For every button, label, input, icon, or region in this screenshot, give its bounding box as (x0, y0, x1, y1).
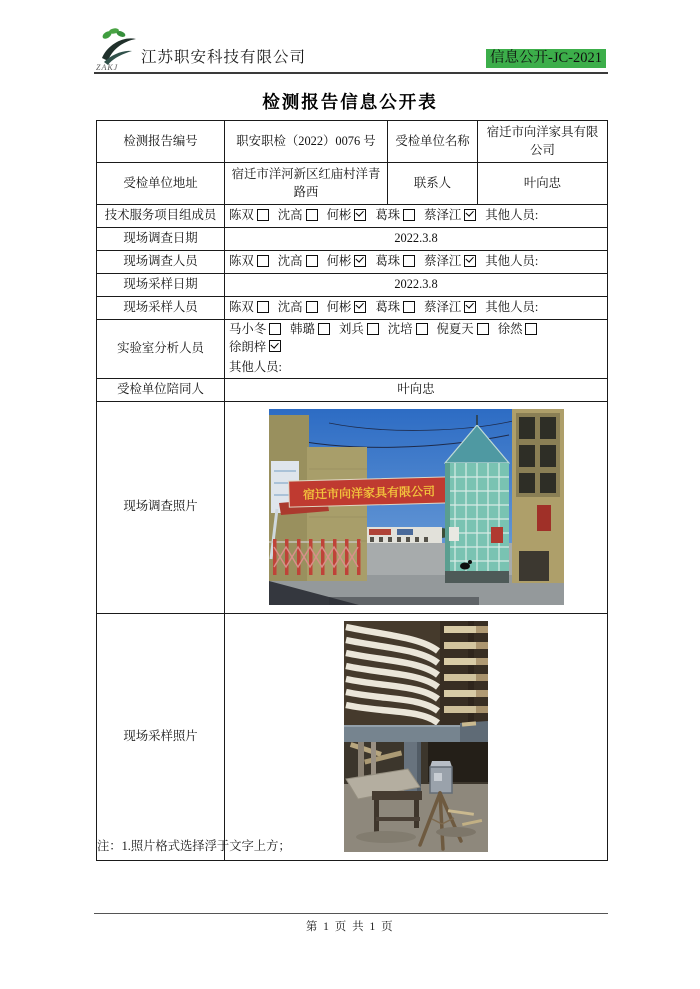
member-option (229, 254, 269, 268)
lab-staff-label: 实验室分析人员 (97, 320, 225, 379)
gate-banner (288, 477, 449, 507)
checkbox-unchecked-icon (525, 323, 537, 335)
table-row (97, 251, 608, 274)
table-row (97, 274, 608, 297)
member-option (229, 208, 269, 222)
unit-address-label: 受检单位地址 (97, 163, 225, 205)
member-option (278, 254, 318, 268)
sampling-date-value: 2022.3.8 (225, 274, 608, 297)
page-number: 第 1 页 共 1 页 (305, 921, 395, 933)
sampling-staff-members (225, 297, 608, 320)
member-name: 倪夏天 (436, 322, 474, 336)
member-option (290, 322, 330, 336)
unit-name-label: 受检单位名称 (388, 121, 478, 163)
member-name: 刘兵 (338, 322, 364, 336)
survey-staff-members (225, 251, 608, 274)
member-name: 沈培 (387, 322, 413, 336)
table-row (97, 205, 608, 228)
member-name: 葛珠 (375, 254, 401, 268)
checkbox-checked-icon (269, 340, 281, 352)
checkbox-unchecked-icon (306, 255, 318, 267)
sampling-photo-cell (225, 613, 608, 860)
lab-staff-members (225, 320, 608, 379)
member-name: 蔡泽江 (424, 300, 462, 314)
member-name: 马小冬 (229, 322, 267, 336)
page-header (94, 24, 608, 74)
member-option (498, 322, 538, 336)
table-row (97, 401, 608, 613)
member-name: 徐然 (497, 322, 523, 336)
other-members-label: 其他人员: (229, 359, 283, 374)
member-name: 何彬 (326, 208, 352, 222)
member-option (327, 254, 367, 268)
survey-date-label: 现场调查日期 (97, 228, 225, 251)
site-sampling-photo (344, 621, 488, 852)
disclosure-table (96, 120, 608, 861)
table-row (97, 378, 608, 401)
checkbox-unchecked-icon (257, 209, 269, 221)
report-number-value: 职安职检（2022）0076 号 (225, 121, 388, 163)
table-row (97, 297, 608, 320)
member-name: 陈双 (229, 254, 254, 268)
member-option (229, 300, 269, 314)
checkbox-unchecked-icon (416, 323, 428, 335)
member-name: 葛珠 (375, 300, 401, 314)
checkbox-checked-icon (354, 209, 366, 221)
survey-photo-label: 现场调查照片 (97, 401, 225, 613)
checkbox-checked-icon (464, 209, 476, 221)
survey-date-value: 2022.3.8 (225, 228, 608, 251)
accompany-value: 叶向忠 (225, 378, 608, 401)
checkbox-unchecked-icon (269, 323, 281, 335)
doc-code: 信息公开-JC-2021 (486, 49, 606, 68)
checkbox-checked-icon (354, 301, 366, 313)
right-building (512, 409, 564, 583)
member-option (424, 208, 476, 222)
survey-staff-label: 现场调查人员 (97, 251, 225, 274)
member-name: 葛珠 (375, 208, 401, 222)
company-logo-icon (94, 26, 140, 72)
member-option (424, 254, 476, 268)
company-name: 江苏职安科技有限公司 (141, 49, 307, 66)
contact-label: 联系人 (388, 163, 478, 205)
table-row (97, 121, 608, 163)
sampling-photo-label: 现场采样照片 (97, 613, 225, 860)
other-members-label: 其他人员: (485, 254, 539, 268)
unit-name-value: 宿迁市向洋家具有限公司 (478, 121, 608, 163)
other-members-label: 其他人员: (485, 208, 539, 222)
table-row (97, 163, 608, 205)
survey-photo-cell (225, 401, 608, 613)
checkbox-unchecked-icon (367, 323, 379, 335)
checkbox-checked-icon (464, 255, 476, 267)
accompany-label: 受检单位陪同人 (97, 378, 225, 401)
table-row (97, 228, 608, 251)
member-option (278, 300, 318, 314)
checkbox-unchecked-icon (306, 301, 318, 313)
member-option (229, 322, 281, 336)
svg-text:ZAKJ: ZAKJ (96, 63, 119, 72)
table-row (97, 613, 608, 860)
member-name: 何彬 (326, 254, 352, 268)
sampling-staff-label: 现场采样人员 (97, 297, 225, 320)
member-name: 沈高 (277, 254, 303, 268)
contact-value: 叶向忠 (478, 163, 608, 205)
site-survey-photo (269, 409, 564, 605)
member-name: 徐朗梓 (229, 339, 267, 354)
checkbox-unchecked-icon (403, 301, 415, 313)
member-option (388, 322, 428, 336)
member-option (229, 340, 281, 354)
footer-divider (94, 913, 608, 914)
member-name: 何彬 (326, 300, 352, 314)
member-option (327, 300, 367, 314)
unit-address-value: 宿迁市洋河新区红庙村洋青路西 (225, 163, 388, 205)
project-team-members (225, 205, 608, 228)
other-members-label: 其他人员: (485, 300, 539, 314)
member-name: 韩璐 (290, 322, 315, 336)
member-option (327, 208, 367, 222)
member-option (424, 300, 476, 314)
member-option (375, 300, 415, 314)
checkbox-checked-icon (354, 255, 366, 267)
member-option (278, 208, 318, 222)
checkbox-unchecked-icon (403, 255, 415, 267)
table-row (97, 320, 608, 379)
report-number-label: 检测报告编号 (97, 121, 225, 163)
floor-stain (356, 831, 416, 843)
sampling-device (430, 761, 452, 793)
note-text: 注：1.照片格式选择浮于文字上方； (97, 839, 291, 853)
member-name: 蔡泽江 (424, 254, 462, 268)
banner-text: 宿迁市向洋家具有限公司 (302, 484, 435, 503)
page-title: 检测报告信息公开表 (262, 92, 438, 112)
checkbox-checked-icon (464, 301, 476, 313)
checkbox-unchecked-icon (257, 301, 269, 313)
member-option (375, 254, 415, 268)
checkbox-unchecked-icon (403, 209, 415, 221)
member-option (339, 322, 379, 336)
project-team-label: 技术服务项目组成员 (97, 205, 225, 228)
member-name: 蔡泽江 (424, 208, 462, 222)
sampling-date-label: 现场采样日期 (97, 274, 225, 297)
member-name: 陈双 (229, 208, 254, 222)
checkbox-unchecked-icon (306, 209, 318, 221)
member-name: 陈双 (229, 300, 254, 314)
checkbox-unchecked-icon (318, 323, 330, 335)
checkbox-unchecked-icon (257, 255, 269, 267)
member-option (375, 208, 415, 222)
member-name: 沈高 (277, 300, 303, 314)
member-name: 沈高 (277, 208, 303, 222)
member-option (437, 322, 489, 336)
checkbox-unchecked-icon (477, 323, 489, 335)
